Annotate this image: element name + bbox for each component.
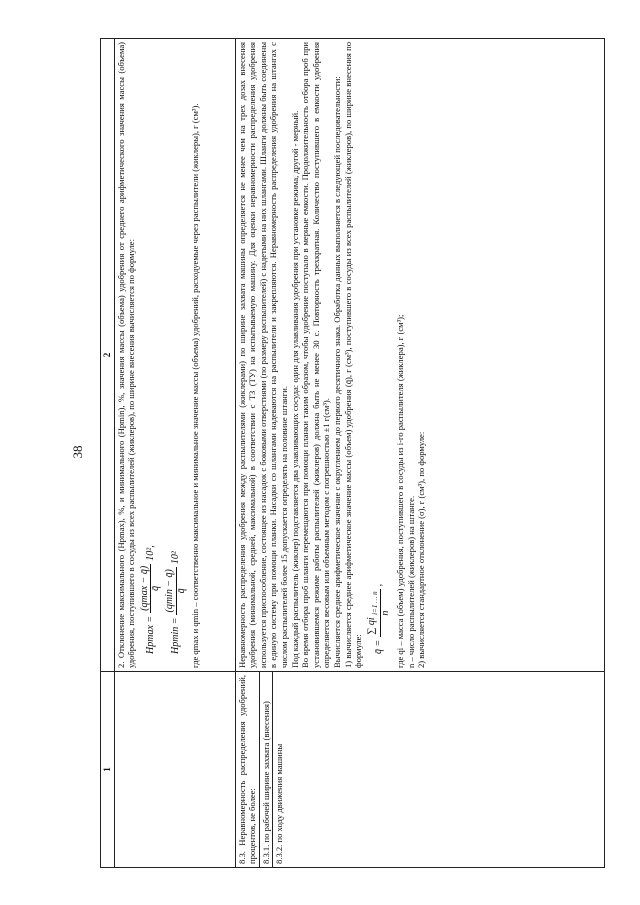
formula-hpmin-numerator: (qmin − q̄) — [163, 569, 175, 613]
requirements-table — [100, 38, 605, 868]
formula-mean-fraction — [367, 589, 392, 636]
method-paragraph-2: Под каждый распылитель (жиклер) подставляется два улавливающих сосуда: один для улавливания удобрения при установке режима, другой - мерный. — [289, 110, 300, 668]
item-8-3: 8.3. Неравномерность распределения удобрений, процентов, не более: — [236, 672, 260, 867]
formula-hpmax-tail: 10², — [144, 545, 156, 561]
deviation-intro: 2. Отклонение максимального (Hpmax), %, и минимального (Hpmin), %, значения массы (объема) удобрения от среднего арифметического значения массы (объема) удобрения, поступившего в сосуды из всех распылителей (жиклеров), по ширине внесения вычисляется по формуле: — [115, 42, 137, 668]
method-paragraph-8: 2) вычисляется стандартное отклонение (σ), г (см³), по формуле: — [416, 431, 427, 668]
method-paragraph-6: где qi – масса (объем) удобрения, поступившего в сосуды из i-го распылителя (жиклера), г (см³); — [394, 314, 405, 668]
formula-hpmin-lhs: Hpmin = — [169, 617, 181, 654]
indicator-cell — [235, 672, 604, 868]
empty-cell — [114, 672, 235, 868]
formula-hpmax-denominator: q̄ — [150, 585, 162, 591]
table-row — [114, 39, 235, 868]
method-paragraph-3: Во время отбора проб шланги перемещаются при помощи планки таким образом, чтобы удобрение поступало в мерные емкости. Продолжительность отбора проб при установившемся режиме работы распылителей (жиклеров) должна быть не менее 30 с. Повторность трехкратная. Количество поступившего в емкости удобрения определяется весовым или объемным методом с погрешностью ±1 г(см³). — [300, 42, 332, 668]
rotated-page-content — [100, 38, 605, 868]
formula-mean-lhs: q̄ = — [373, 639, 385, 654]
formula-hpmax-numerator: (qmax − q̄) — [138, 565, 150, 611]
formula-mean-sum: ∑ qi — [365, 617, 377, 635]
column-header-1: 1 — [101, 672, 115, 868]
item-8-3-2: 8.3.2. по ходу движения машины — [274, 743, 285, 864]
formula-hpmin — [165, 42, 187, 654]
method-paragraph-5: 1) вычисляется среднее арифметическое значение массы (объем) удобрения (q̄), г (см³), поступившего в сосуды из всех распылителей (жиклеров), по ширине внесения по формуле: — [342, 42, 364, 668]
method-paragraph-1: Неравномерность распределения удобрения между распылителями (жиклерами) по ширине захвата машины определяется не менее чем на трех дозах внесения удобрения (минимальной, средней, максимальной) в соответствии с ТЗ (ТУ) на испытываемую машину. Для оценки неравномерности распределения удобрения используется приспособление, состоящее из насадок с боковыми отверстиями (по размеру распылителей) с надетыми на них шлангами. Шланги должны быть соединены в единую систему при помощи планки. Насадки со шлангами надеваются на распылители и закрепляются. Неравномерность распределения удобрения на штангах с числом распылителей более 15 допускается определять на половине штанги. — [236, 42, 289, 668]
column-header-2: 2 — [101, 39, 115, 672]
item-8-3-1: 8.3.1. по рабочей ширине захвата (внесения) — [260, 672, 274, 867]
formula-hpmin-tail: 10² — [169, 551, 181, 565]
formula-hpmax — [140, 42, 162, 654]
formula-hpmax-fraction — [140, 564, 162, 613]
formula-mean — [367, 42, 392, 654]
method-paragraph-4: Вычисляется среднее арифметическое значение с округлением до первого десятичного знака. Обработка данных выполняется в следующей последовательности: — [331, 76, 342, 668]
method-paragraph-7: n – число распылителей (жиклеров) на штанге. — [405, 495, 416, 668]
deviation-where: где qmax и qmin – соответственно максимальное и минимальное значение массы (объема) удобрений, расходуемые через распылители (жиклеры), г (см³). — [190, 103, 201, 668]
table-row — [235, 39, 604, 868]
header-row — [101, 39, 115, 868]
formula-mean-numerator — [367, 589, 382, 636]
method-cell — [235, 39, 604, 672]
deviation-formula-cell — [114, 39, 235, 672]
formula-hpmax-lhs: Hpmax = — [144, 615, 156, 654]
formula-mean-denominator: n — [380, 610, 392, 616]
formula-mean-tail: , — [373, 583, 385, 587]
page-number: 38 — [70, 445, 85, 459]
formula-mean-limits: i=1 … n — [370, 591, 379, 615]
formula-hpmin-fraction — [165, 567, 187, 614]
formula-hpmin-denominator: q̄ — [175, 588, 187, 594]
